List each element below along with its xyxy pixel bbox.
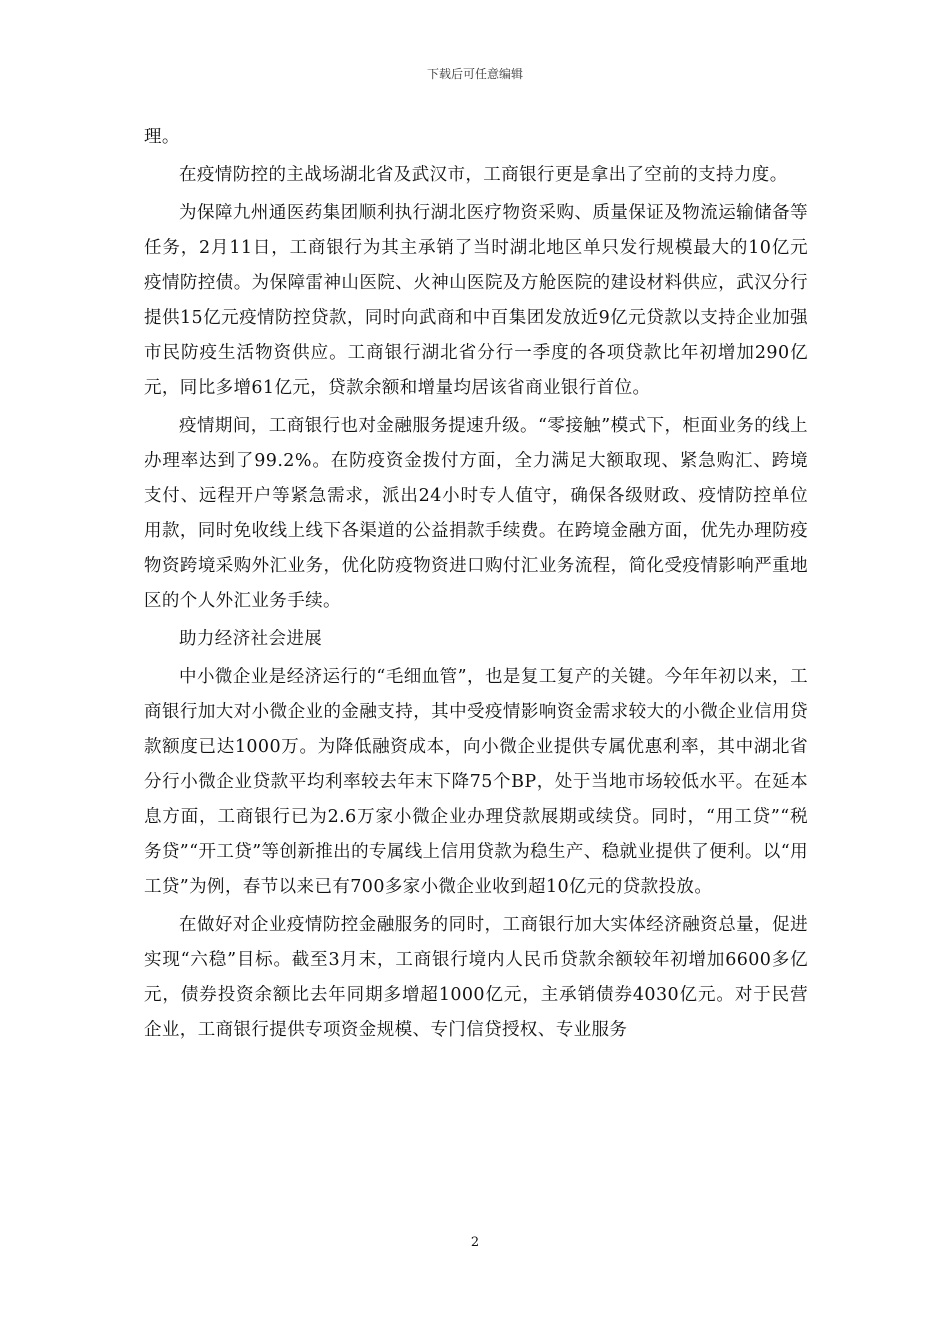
paragraph: 理。 (144, 127, 180, 147)
paragraph: 在做好对企业疫情防控金融服务的同时，工商银行加大实体经济融资总量，促进实现“六稳”目标。截至3月末，工商银行境内人民币贷款余额较年初增加6600多亿元，债券投资余额比去年同期多增超1000亿元，主承销债券4030亿元。对于民营企业，工商银行提供专项资金规模、专门信贷授权、专业服务 (144, 915, 808, 1040)
paragraph: 为保障九州通医药集团顺利执行湖北医疗物资采购、质量保证及物流运输储备等任务，2月11日，工商银行为其主承销了当时湖北地区单只发行规模最大的10亿元疫情防控债。为保障雷神山医院、火神山医院及方舱医院的建设材料供应，武汉分行提供15亿元疫情防控贷款，同时向武商和中百集团发放近9亿元贷款以支持企业加强市民防疫生活物资供应。工商银行湖北省分行一季度的各项贷款比年初增加290亿元，同比多增61亿元，贷款余额和增量均居该省商业银行首位。 (144, 203, 808, 398)
paragraph: 助力经济社会进展 (179, 629, 323, 649)
paragraph: 疫情期间，工商银行也对金融服务提速升级。“零接触”模式下，柜面业务的线上办理率达到了99.2%。在防疫资金拨付方面，全力满足大额取现、紧急购汇、跨境支付、远程开户等紧急需求，派出24小时专人值守，确保各级财政、疫情防控单位用款，同时免收线上线下各渠道的公益捐款手续费。在跨境金融方面，优先办理防疫物资跨境采购外汇业务，优化防疫物资进口购付汇业务流程，简化受疫情影响严重地区的个人外汇业务手续。 (144, 416, 808, 611)
paragraph: 中小微企业是经济运行的“毛细血管”，也是复工复产的关键。今年年初以来，工商银行加大对小微企业的金融支持，其中受疫情影响资金需求较大的小微企业信用贷款额度已达1000万。为降低融资成本，向小微企业提供专属优惠利率，其中湖北省分行小微企业贷款平均利率较去年末下降75个BP，处于当地市场较低水平。在延本息方面，工商银行已为2.6万家小微企业办理贷款展期或续贷。同时，“用工贷”“税务贷”“开工贷”等创新推出的专属线上信用贷款为稳生产、稳就业提供了便利。以“用工贷”为例，春节以来已有700多家小微企业收到超10亿元的贷款投放。 (144, 667, 808, 897)
paragraph: 在疫情防控的主战场湖北省及武汉市，工商银行更是拿出了空前的支持力度。 (179, 165, 788, 185)
document-body (144, 120, 808, 1051)
page-number: 2 (470, 1235, 480, 1250)
page-header: 下载后可任意编辑 (426, 67, 523, 81)
